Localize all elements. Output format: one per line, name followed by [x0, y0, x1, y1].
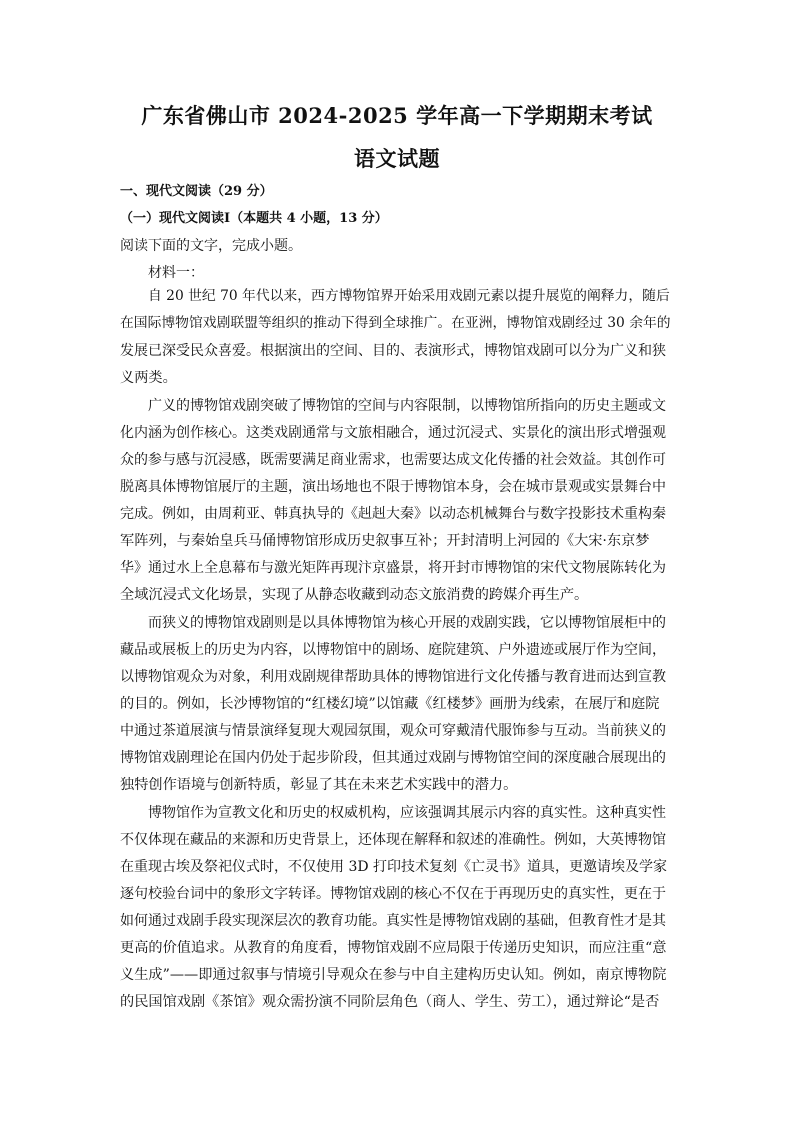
paragraph-line: 在国际博物馆戏剧联盟等组织的推动下得到全球推广。在亚洲，博物馆戏剧经过 30 余年的 [120, 315, 671, 331]
paragraph-line: 更高的价值追求。从教育的角度看，博物馆戏剧不应局限于传递历史知识，而应注重“意 [120, 940, 667, 956]
paragraph-line: 的民国馆戏剧《茶馆》观众需扮演不同阶层角色（商人、学生、劳工），通过辩论“是否 [120, 994, 660, 1010]
paragraph-line: 如何通过戏剧手段实现深层次的教育功能。真实性是博物馆戏剧的基础，但教育性才是其 [120, 913, 666, 929]
paragraph-line: 自 20 世纪 70 年代以来，西方博物馆界开始采用戏剧元素以提升展览的阐释力，随后 [148, 288, 670, 304]
paragraph-line: 以博物馆观众为对象，利用戏剧规律帮助具体的博物馆进行文化传播与教育进而达到宣教 [120, 669, 666, 685]
section-heading-part1: 一、现代文阅读（29 分） [120, 184, 273, 199]
paragraph-line: 博物馆戏剧理论在国内仍处于起步阶段，但其通过戏剧与博物馆空间的深度融合展现出的 [120, 750, 666, 766]
instruction-text: 阅读下面的文字，完成小题。 [120, 238, 302, 254]
exam-subtitle: 语文试题 [354, 146, 440, 171]
paragraph-line: 而狭义的博物馆戏剧则是以具体博物馆为核心开展的戏剧实践，它以博物馆展柜中的 [148, 615, 666, 631]
paragraph-line: 华》通过水上全息幕布与激光矩阵再现汴京盛景，将开封市博物馆的宋代文物展陈转化为 [120, 560, 666, 576]
paragraph-line: 博物馆作为宣教文化和历史的权威机构，应该强调其展示内容的真实性。这种真实性 [148, 805, 666, 821]
paragraph-line: 中通过茶道展演与情景演绎复现大观园氛围，观众可穿戴清代服饰参与互动。当前狭义的 [120, 723, 666, 739]
paragraph-line: 化内涵为创作核心。这类戏剧通常与文旅相融合，通过沉浸式、实景化的演出形式增强观 [120, 425, 666, 441]
paragraph-line: 独特创作语境与创新特质，彰显了其在未来艺术实践中的潜力。 [120, 777, 518, 793]
paragraph-line: 义两类。 [120, 370, 177, 386]
paragraph-line: 在重现古埃及祭祀仪式时，不仅使用 3D 打印技术复刻《亡灵书》道具，更邀请埃及学家 [120, 859, 668, 875]
paragraph-line: 逐句校验台词中的象形文字转译。博物馆戏剧的核心不仅在于再现历史的真实性，更在于 [120, 886, 666, 902]
paragraph-line: 全域沉浸式文化场景，实现了从静态收藏到动态文旅消费的跨媒介再生产。 [120, 587, 589, 603]
paragraph-line: 众的参与感与沉浸感，既需要满足商业需求，也需要达成文化传播的社会效益。其创作可 [120, 452, 666, 468]
section-heading-reading1: （一）现代文阅读Ⅰ（本题共 4 小题，13 分） [120, 211, 388, 226]
exam-title: 广东省佛山市 2024-2025 学年高一下学期期末考试 [141, 103, 653, 128]
paragraph-line: 军阵列，与秦始皇兵马俑博物馆形成历史叙事互补；开封清明上河园的《大宋·东京梦 [120, 533, 650, 549]
paragraph-line: 广义的博物馆戏剧突破了博物馆的空间与内容限制，以博物馆所指向的历史主题或文 [148, 398, 666, 414]
material-label: 材料一： [148, 265, 204, 281]
paragraph-line: 藏品或展板上的历史为内容，以博物馆中的剧场、庭院建筑、户外遗迹或展厅作为空间， [120, 642, 666, 658]
paragraph-line: 的目的。例如，长沙博物馆的“红楼幻境”以馆藏《红楼梦》画册为线索，在展厅和庭院 [120, 696, 660, 712]
paragraph-line: 脱离具体博物馆展厅的主题，演出场地也不限于博物馆本身，会在城市景观或实景舞台中 [120, 479, 666, 495]
paragraph-line: 完成。例如，由周莉亚、韩真执导的《赳赳大秦》以动态机械舞台与数字投影技术重构秦 [120, 506, 666, 522]
paragraph-line: 不仅体现在藏品的来源和历史背景上，还体现在解释和叙述的准确性。例如，大英博物馆 [120, 832, 666, 848]
paragraph-line: 发展已深受民众喜爱。根据演出的空间、目的、表演形式，博物馆戏剧可以分为广义和狭 [120, 343, 666, 359]
paragraph-line: 义生成”——即通过叙事与情境引导观众在参与中自主建构历史认知。例如，南京博物院 [120, 967, 667, 983]
